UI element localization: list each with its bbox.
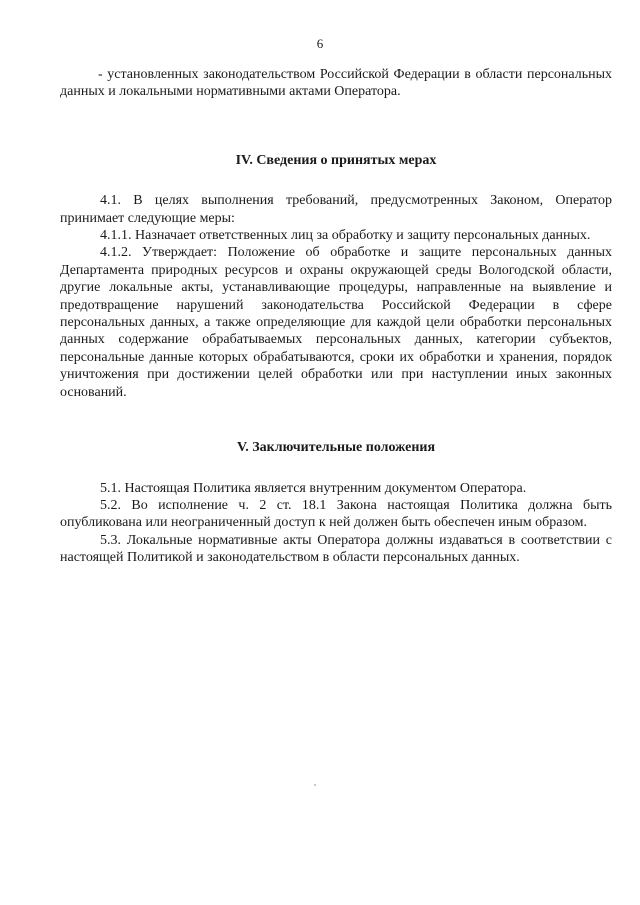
intro-list-item: - установленных законодательством Российской Федерации в области персональных данных и локальными нормативными актами Оператора. [60, 67, 612, 100]
scan-speck [314, 784, 316, 786]
paragraph-4-1-2: 4.1.2. Утверждает: Положение об обработке и защите персональных данных Департамента природных ресурсов и охраны окружающей среды Вологодской области, другие локальные акты, устанавливающие процедуры, направленные на выявление и предотвращение нарушений законодательства Российской Федерации в сфере персональных данных, а также определяющие для каждой цели обработки персональных данных содержание обрабатываемых персональных данных, категории субъектов, персональные данные которых обрабатываются, сроки их обработки и хранения, порядок уничтожения при достижении целей обработки или при наступлении иных законных оснований. [60, 245, 612, 400]
paragraph-5-3: 5.3. Локальные нормативные акты Оператора должны издаваться в соответствии с настоящей Политикой и законодательством в области персональных данных. [60, 532, 612, 566]
paragraph-5-1: 5.1. Настоящая Политика является внутренним документом Оператора. [100, 480, 527, 496]
paragraph-5-2: 5.2. Во исполнение ч. 2 ст. 18.1 Закона настоящая Политика должна быть опубликована или неограниченный доступ к ней должен быть обеспечен иным образом. [60, 497, 612, 531]
page-number: 6 [316, 36, 324, 51]
paragraph-4-1-1: 4.1.1. Назначает ответственных лиц за обработку и защиту персональных данных. [100, 228, 591, 244]
document-body [60, 66, 612, 567]
section-v-heading: V. Заключительные положения [236, 440, 436, 456]
section-iv-heading: IV. Сведения о принятых мерах [235, 152, 437, 168]
paragraph-4-1: 4.1. В целях выполнения требований, предусмотренных Законом, Оператор принимает следующие меры: [60, 193, 612, 226]
